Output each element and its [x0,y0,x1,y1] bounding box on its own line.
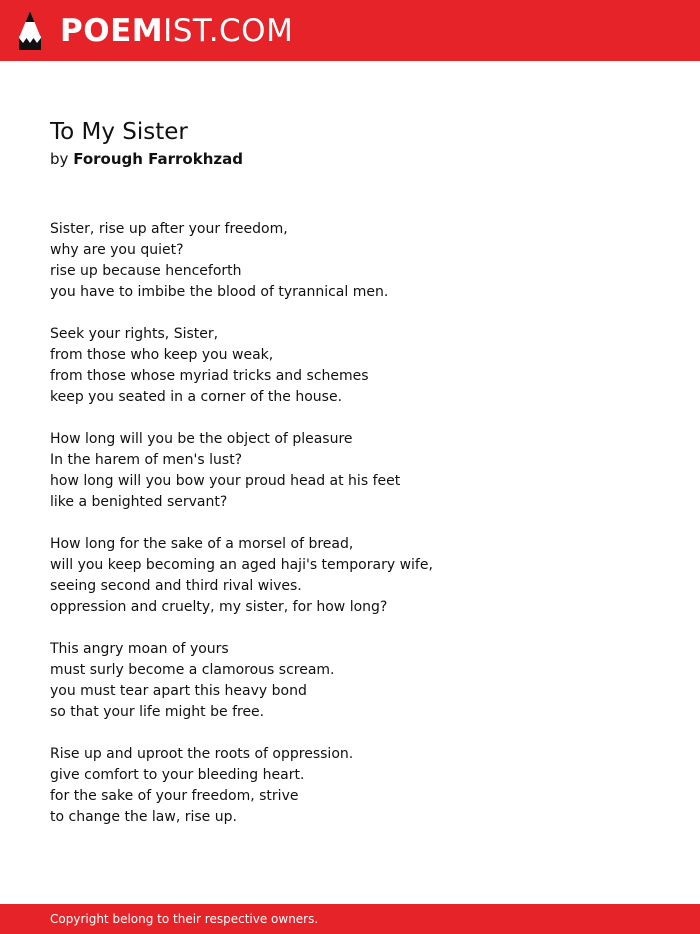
poem-stanza [50,429,650,513]
poem-line: how long will you bow your proud head at his feet [50,473,401,489]
poem-stanza [50,534,650,618]
by-label: by [50,150,69,168]
poem-line: Seek your rights, Sister, [50,326,219,342]
poem-line: from those who keep you weak, [50,347,274,363]
poem-byline [50,149,243,169]
poem-line: like a benighted servant? [50,494,228,510]
poem-line: seeing second and third rival wives. [50,578,302,594]
poem-line: This angry moan of yours [50,641,229,657]
poem-stanza [50,219,650,303]
poem-line: In the harem of men's lust? [50,452,243,468]
pencil-tip-icon [17,10,43,52]
poem-line: why are you quiet? [50,242,184,258]
site-footer [0,904,700,934]
poem-line: you must tear apart this heavy bond [50,683,307,699]
site-logo[interactable] [17,10,293,52]
poem-line: must surly become a clamorous scream. [50,662,335,678]
poem-body [50,219,650,849]
poem-line: Sister, rise up after your freedom, [50,221,288,237]
author-name: Forough Farrokhzad [73,150,243,168]
copyright-notice: Copyright belong to their respective owners. [50,912,319,926]
logo-text-light: IST.COM [163,13,294,49]
poem-line: so that your life might be free. [50,704,265,720]
poem-stanza [50,639,650,723]
poem-line: keep you seated in a corner of the house. [50,389,343,405]
poem-line: How long for the sake of a morsel of bread, [50,536,354,552]
poem-title: To My Sister [50,119,188,145]
poem-line: How long will you be the object of pleasure [50,431,353,447]
poem-stanza [50,744,650,828]
poem-line: Rise up and uproot the roots of oppression. [50,746,354,762]
poem-line: rise up because henceforth [50,263,242,279]
poem-line: for the sake of your freedom, strive [50,788,299,804]
poem-stanza [50,324,650,408]
poem-line: you have to imbibe the blood of tyrannical men. [50,284,389,300]
poem-line: will you keep becoming an aged haji's temporary wife, [50,557,433,573]
poem-line: oppression and cruelty, my sister, for how long? [50,599,388,615]
poem-line: give comfort to your bleeding heart. [50,767,305,783]
site-header [0,0,700,61]
poem-line: from those whose myriad tricks and schemes [50,368,369,384]
logo-text [60,10,293,52]
logo-text-bold: POEM [60,13,164,49]
poem-line: to change the law, rise up. [50,809,237,825]
